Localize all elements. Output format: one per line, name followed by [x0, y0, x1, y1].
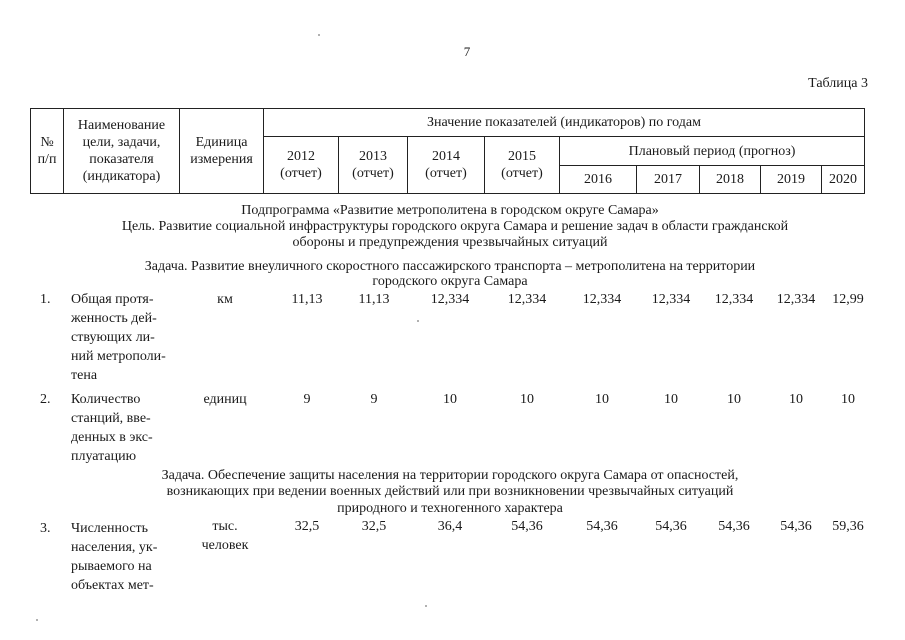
plan-year-2017: 2017	[637, 166, 700, 194]
page-number: 7	[463, 44, 471, 59]
planned-heading: Плановый период (прогноз)	[560, 137, 865, 166]
plan-year-2020: 2020	[822, 166, 865, 194]
year-header-2012	[264, 137, 339, 194]
task-1-line-2: городского округа Самара	[372, 274, 528, 289]
value-2016: 12,334	[582, 292, 622, 307]
task-2-line-3: природного и техногенного характера	[337, 501, 563, 516]
header-table	[30, 108, 865, 194]
row-number: 3.	[40, 521, 51, 536]
year-label: 2015	[508, 149, 536, 164]
value-2020: 10	[841, 392, 855, 407]
value-2013: 9	[370, 392, 378, 407]
value-2017: 10	[664, 392, 678, 407]
year-note: (отчет)	[501, 166, 543, 181]
col-num-header: № п/п	[31, 109, 64, 194]
value-2014: 12,334	[430, 292, 470, 307]
value-2015: 10	[520, 392, 534, 407]
goal-line-2: обороны и предупреждения чрезвычайных ситуаций	[292, 235, 608, 250]
row-number: 1.	[40, 292, 51, 307]
row-name: Общая протя- женность дей- ствующих ли- ний метрополи- тена	[71, 292, 166, 383]
table-label: Таблица 3	[808, 76, 868, 91]
plan-year-2016: 2016	[560, 166, 637, 194]
value-2020: 59,36	[832, 519, 864, 534]
value-2014: 10	[443, 392, 457, 407]
plan-year-2018: 2018	[700, 166, 761, 194]
values-heading: Значение показателей (индикаторов) по годам	[264, 109, 865, 137]
value-2020: 12,99	[832, 292, 864, 307]
value-2013: 11,13	[358, 292, 390, 307]
task-1-line-1: Задача. Развитие внеуличного скоростного пассажирского транспорта – метрополитена на территории	[144, 259, 756, 274]
year-note: (отчет)	[280, 166, 322, 181]
value-2019: 54,36	[780, 519, 812, 534]
plan-year-2019: 2019	[761, 166, 822, 194]
value-2012: 9	[303, 392, 311, 407]
value-2015: 54,36	[511, 519, 543, 534]
value-2018: 10	[727, 392, 741, 407]
value-2012: 32,5	[294, 519, 320, 534]
value-2019: 12,334	[776, 292, 816, 307]
task-2-line-1: Задача. Обеспечение защиты населения на территории городского округа Самара от опасностей,	[161, 468, 739, 483]
value-2016: 10	[595, 392, 609, 407]
goal-line-1: Цель. Развитие социальной инфраструктуры городского округа Самара и решение задач в области гражданской	[121, 219, 789, 234]
value-2012: 11,13	[291, 292, 323, 307]
row-name: Численность населения, ук- рываемого на объектах мет-	[71, 521, 158, 593]
row-unit: единиц	[203, 392, 247, 407]
subprogram-title: Подпрограмма «Развитие метрополитена в городском округе Самара»	[241, 203, 659, 218]
scan-speck	[318, 34, 320, 36]
value-2013: 32,5	[361, 519, 387, 534]
row-name: Количество станций, вве- денных в экс- плуатацию	[71, 392, 153, 464]
year-note: (отчет)	[352, 166, 394, 181]
scan-speck	[417, 320, 419, 322]
row-unit: тыс. человек	[201, 519, 249, 553]
scan-speck	[425, 605, 427, 607]
value-2018: 54,36	[718, 519, 750, 534]
value-2018: 12,334	[714, 292, 754, 307]
value-2016: 54,36	[586, 519, 618, 534]
value-2015: 12,334	[507, 292, 547, 307]
year-label: 2012	[287, 149, 315, 164]
year-label: 2013	[359, 149, 387, 164]
row-unit: км	[217, 292, 233, 307]
year-header-2014	[408, 137, 485, 194]
value-2019: 10	[789, 392, 803, 407]
value-2017: 12,334	[651, 292, 691, 307]
row-number: 2.	[40, 392, 51, 407]
year-header-2015	[485, 137, 560, 194]
scan-speck	[36, 619, 38, 621]
col-name-header: Наименование цели, задачи, показателя (индикатора)	[64, 109, 180, 194]
task-2-line-2: возникающих при ведении военных действий или при возникновении чрезвычайных ситуаций	[166, 484, 734, 499]
value-2014: 36,4	[437, 519, 463, 534]
year-header-2013	[339, 137, 408, 194]
value-2017: 54,36	[655, 519, 687, 534]
col-unit-header: Единица измерения	[180, 109, 264, 194]
year-note: (отчет)	[425, 166, 467, 181]
year-label: 2014	[432, 149, 460, 164]
